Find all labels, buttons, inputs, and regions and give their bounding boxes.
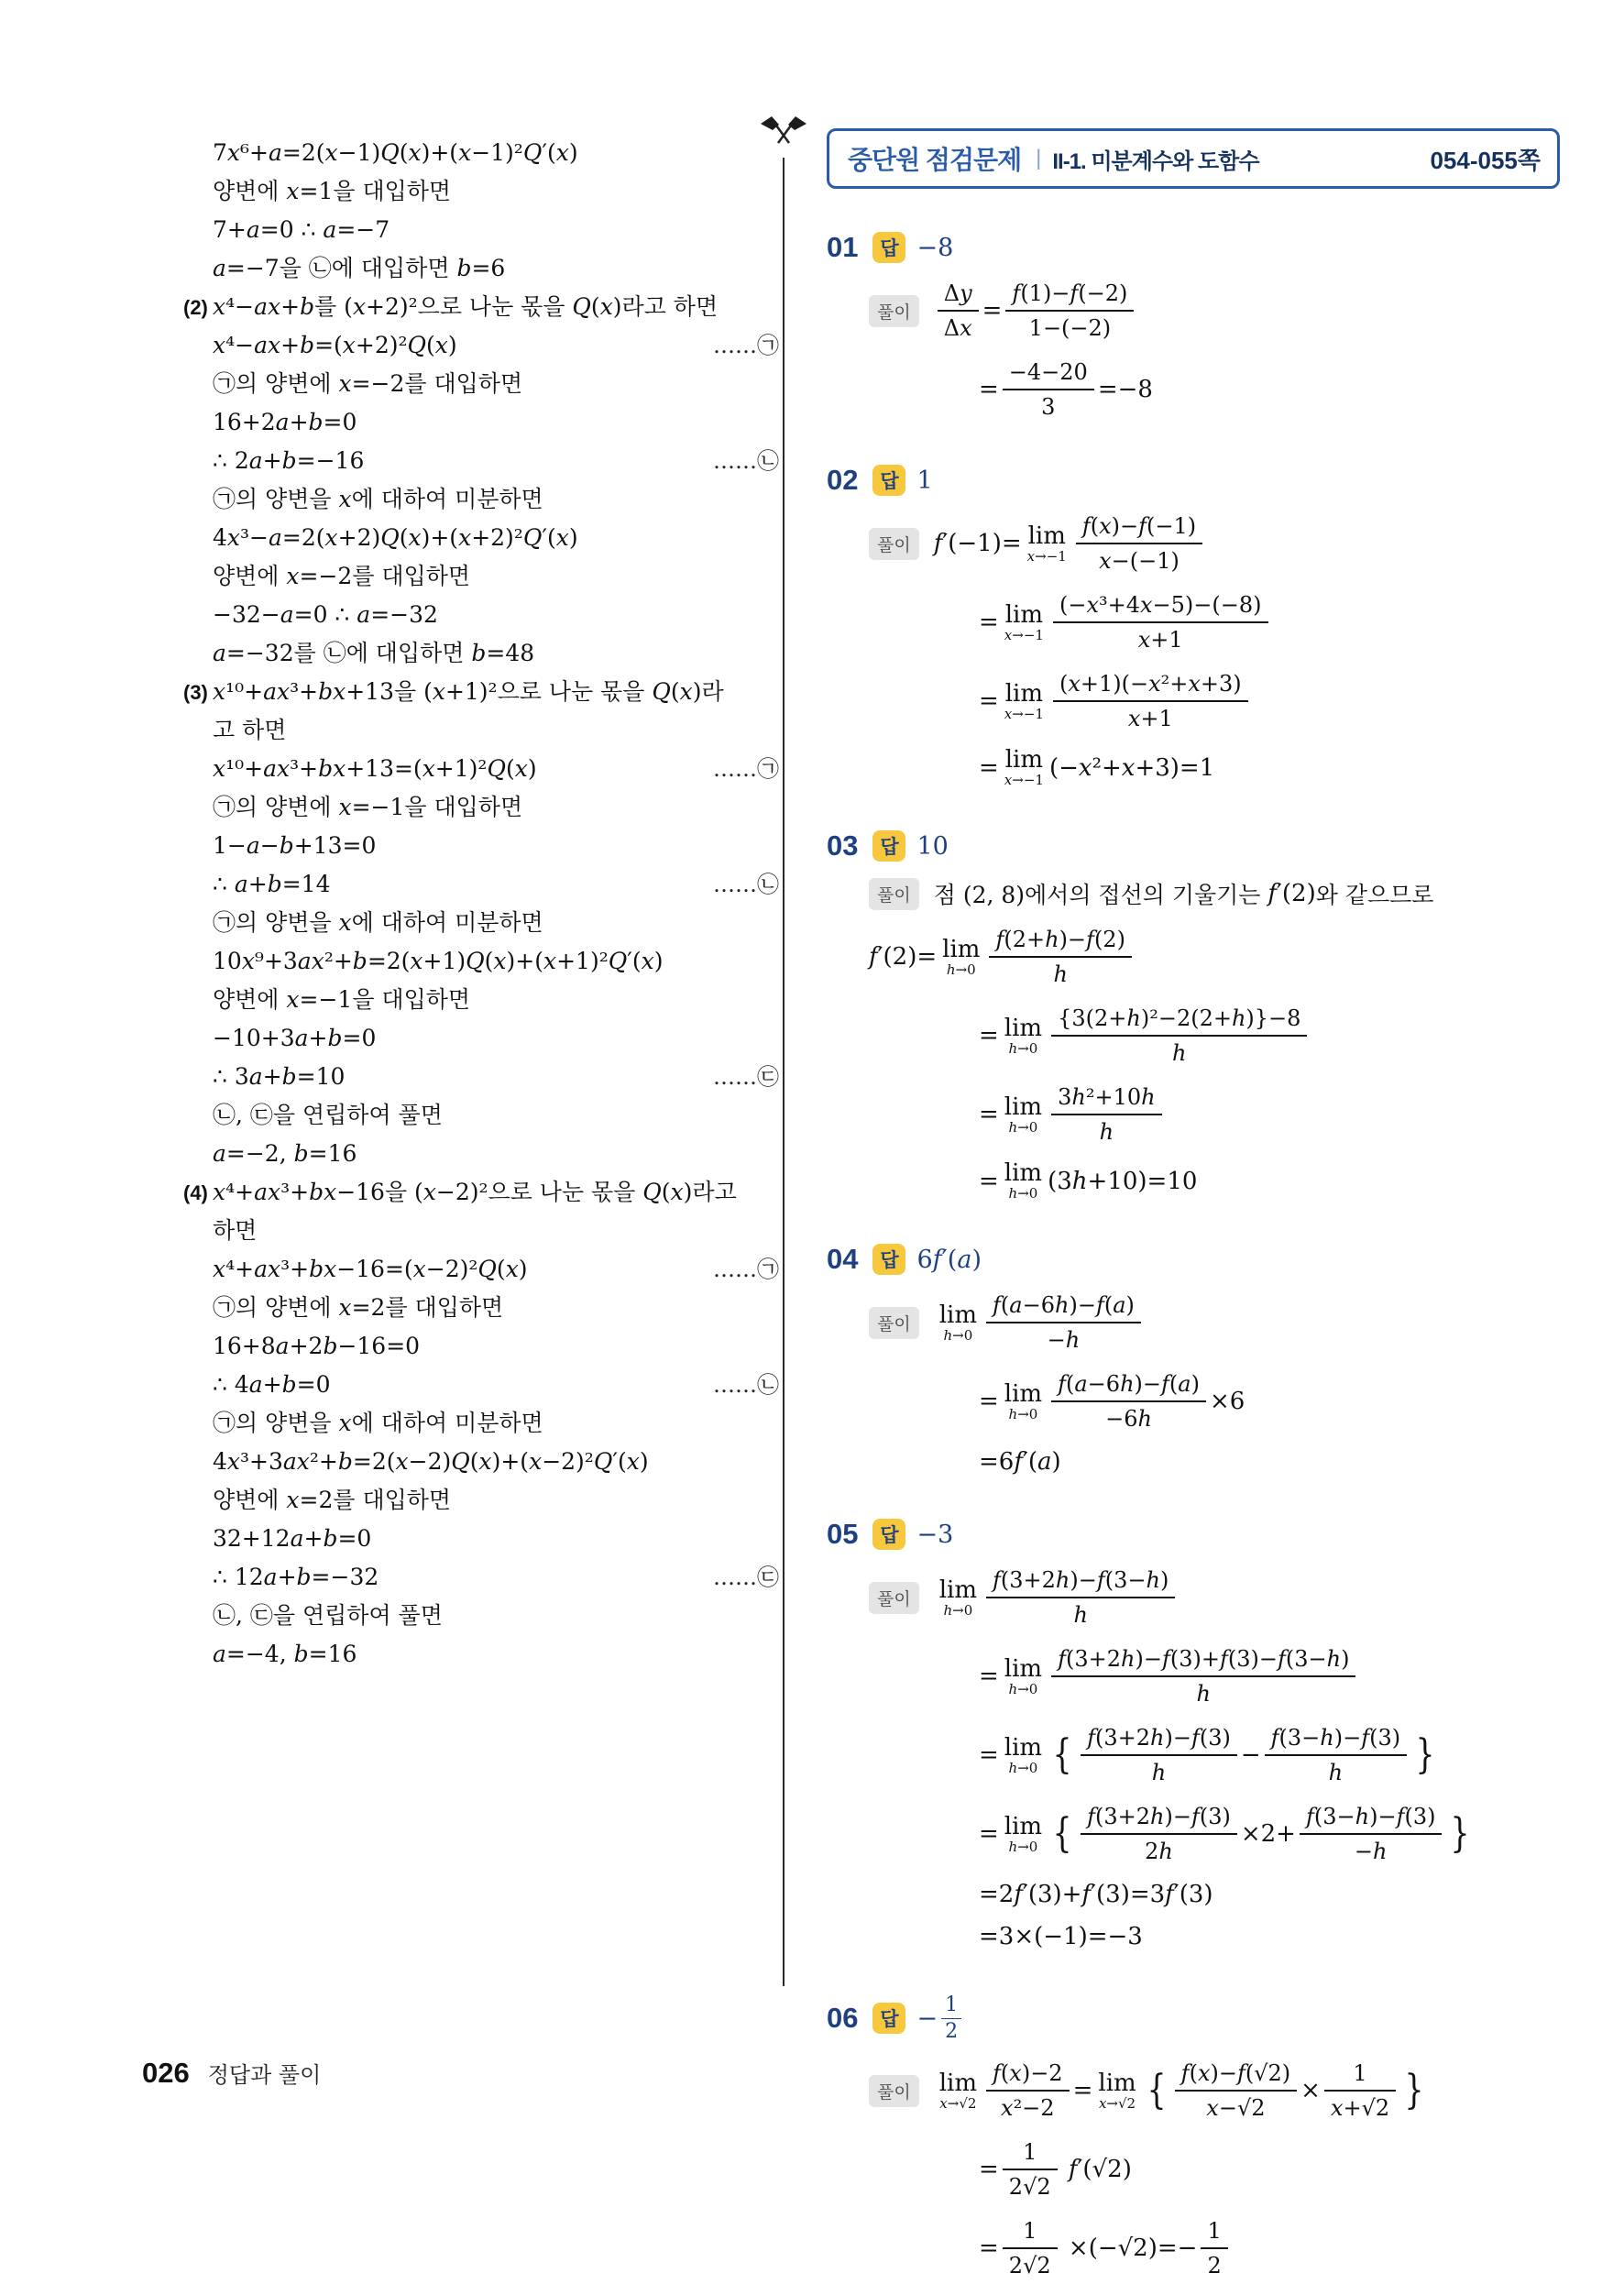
solution-step — [979, 1723, 1560, 1787]
column-divider — [783, 158, 785, 1986]
problem-number: 05 — [827, 1518, 859, 1550]
problem-head — [827, 464, 1560, 497]
line-text: x¹⁰+ax³+bx+13을 (x+1)²으로 나눈 몫을 Q(x)라 — [213, 678, 724, 705]
math-text: =3×(−1)=−3 — [979, 1923, 1143, 1950]
limit-operator: lim h→0 — [1004, 1654, 1043, 1697]
line-text: 32+12a+b=0 — [213, 1525, 372, 1552]
fraction: $\frac{f(1)-f(-2)}{1-(-2)}$ — [1005, 279, 1134, 343]
math-text: = — [982, 297, 1003, 324]
footer-label: 정답과 풀이 — [207, 2062, 322, 2088]
problem-number: 03 — [827, 829, 859, 862]
math-text: = — [979, 1101, 999, 1128]
math-text: = — [979, 1820, 999, 1848]
solution-line — [183, 1597, 779, 1635]
solution-step — [869, 1290, 1560, 1355]
limit-operator: lim h→0 — [1004, 1379, 1043, 1422]
math-text: = — [979, 1741, 999, 1769]
solution-step — [869, 925, 1560, 989]
problem — [827, 1518, 1560, 1950]
fraction: $\frac{f(2+h)-f(2)}{h}$ — [989, 925, 1131, 989]
section-header — [827, 128, 1560, 189]
fraction: $\frac{1}{2}$ — [941, 1993, 961, 2044]
math-text: f′(2) — [1267, 880, 1316, 907]
answer-value — [916, 234, 953, 262]
fraction: $\frac{f(x)-f(-1)}{x-(-1)}$ — [1076, 511, 1202, 576]
solution-line — [183, 403, 779, 442]
line-text: ㉠의 양변에 x=2를 대입하면 — [213, 1294, 504, 1321]
line-text: ∴ 2a+b=−16 — [213, 447, 365, 474]
limit-operator: lim h→0 — [938, 1576, 978, 1619]
math-text: f′(√2) — [1068, 2156, 1132, 2183]
equation-reference-marker: ……㉢ — [713, 1565, 779, 1590]
solution-line — [183, 711, 779, 750]
solution-line — [183, 365, 779, 403]
answer-badge: 답 — [872, 830, 905, 862]
line-text: ㉠의 양변에 x=−1을 대입하면 — [213, 794, 523, 820]
limit-operator: lim x→−1 — [1004, 746, 1044, 788]
answer-badge: 답 — [872, 232, 905, 263]
problem-number: 01 — [827, 231, 859, 263]
fraction: $\frac{f(3+2h)-f(3)}{2h}$ — [1081, 1802, 1237, 1866]
answer-value — [916, 1246, 982, 1274]
solution-step — [979, 1802, 1560, 1866]
solution-step — [979, 748, 1560, 787]
line-text: ㉠의 양변을 x에 대하여 미분하면 — [213, 909, 543, 936]
solution — [869, 279, 1560, 422]
math-text: (−x²+x+3)=1 — [1048, 753, 1215, 782]
solution-badge: 풀이 — [869, 1582, 919, 1614]
solution-line — [183, 442, 779, 480]
section-separator: | — [1036, 146, 1042, 170]
big-brace: { — [1052, 1810, 1072, 1857]
line-text: ㉠의 양변에 x=−2를 대입하면 — [213, 370, 523, 397]
solution-line — [183, 172, 779, 211]
solution-step — [869, 511, 1560, 576]
solution-line — [183, 1019, 779, 1058]
math-text: f′(2)= — [869, 943, 938, 971]
line-text: ∴ 4a+b=0 — [213, 1371, 331, 1398]
line-text: ∴ 12a+b=−32 — [213, 1564, 379, 1590]
answer-value — [916, 1521, 953, 1549]
solution-line — [183, 865, 779, 904]
line-text: 10x⁹+3ax²+b=2(x+1)Q(x)+(x+1)²Q′(x) — [213, 948, 664, 974]
line-text: a=−32를 ㉡에 대입하면 b=48 — [213, 640, 535, 666]
limit-operator: lim x→√2 — [1098, 2069, 1136, 2112]
equation-reference-marker: ……㉢ — [713, 1064, 779, 1090]
limit-operator: lim x→−1 — [1026, 522, 1067, 565]
big-brace: { — [1052, 1731, 1072, 1778]
fraction: $\frac{f(3-h)-f(3)}{-h}$ — [1300, 1802, 1442, 1866]
equation-reference-marker: ……㉡ — [713, 448, 779, 474]
problem-list — [827, 231, 1560, 2280]
solution-step — [979, 2216, 1560, 2280]
math-text: = — [979, 753, 999, 782]
problem — [827, 1243, 1560, 1476]
line-text: ∴ a+b=14 — [213, 871, 331, 897]
limit-operator: lim h→0 — [1004, 1159, 1043, 1202]
solution-line — [183, 1366, 779, 1404]
solution-line — [183, 1096, 779, 1135]
math-text: = — [979, 2156, 999, 2183]
problem-head — [827, 829, 1560, 862]
problem-head — [827, 1993, 1560, 2044]
math-text: ×2+ — [1240, 1820, 1296, 1848]
line-text: 양변에 x=−1을 대입하면 — [213, 986, 471, 1013]
fraction: $\frac{f(3+2h)-f(3)+f(3)-f(3-h)}{h}$ — [1051, 1644, 1355, 1708]
math-text: −3 — [916, 1520, 954, 1549]
math-text: × — [1300, 2077, 1321, 2104]
line-text: 양변에 x=1을 대입하면 — [213, 178, 452, 204]
math-text: 1 — [916, 466, 933, 495]
solution-line — [183, 750, 779, 788]
fraction: $\frac{f(3+2h)-f(3)}{h}$ — [1081, 1723, 1237, 1787]
solution-step — [979, 1161, 1560, 1201]
fraction: $\frac{\text{3h²+10h}}{h}$ — [1051, 1082, 1162, 1147]
problem — [827, 1993, 1560, 2280]
korean-text: 와 같으므로 — [1315, 882, 1434, 908]
fraction: $\frac{1}{2√2}$ — [1003, 2137, 1058, 2202]
limit-operator: lim x→−1 — [1004, 679, 1044, 722]
big-brace: { — [1147, 2067, 1167, 2114]
section-subtitle: II-1. 미분계수와 도함수 — [1052, 148, 1259, 174]
solution-line — [183, 1212, 779, 1250]
math-text: f′(−1)= — [933, 530, 1022, 557]
item-label: (4) — [183, 1181, 208, 1204]
fraction: $\frac{f(a-6h)-f(a)}{-h}$ — [986, 1290, 1141, 1355]
solution-step — [979, 1881, 1560, 1908]
line-text: ㉡, ㉢을 연립하여 풀면 — [213, 1102, 443, 1128]
line-text: ㉠의 양변을 x에 대하여 미분하면 — [213, 486, 543, 512]
line-text: −32−a=0 ∴ a=−32 — [213, 601, 438, 628]
solution-line — [183, 1635, 779, 1674]
fraction: $\frac{f(3-h)-f(3)}{h}$ — [1265, 1723, 1407, 1787]
solution-step — [869, 279, 1560, 343]
line-text: ㉠의 양변을 x에 대하여 미분하면 — [213, 1410, 543, 1436]
solution-line — [183, 673, 779, 711]
math-text: −8 — [916, 233, 954, 262]
solution — [869, 511, 1560, 787]
fraction: $\frac{f(x)-f(√2)}{x-√2}$ — [1175, 2059, 1297, 2123]
solution-step — [979, 2137, 1560, 2202]
left-solutions-column — [183, 134, 779, 1674]
line-text: ∴ 3a+b=10 — [213, 1063, 346, 1090]
solution-step — [979, 1448, 1560, 1476]
solution-line — [183, 1289, 779, 1327]
fraction: $\frac{f(x)-2}{\text{x²−2}}$ — [986, 2059, 1070, 2123]
math-text: =6f′(a) — [979, 1448, 1061, 1476]
line-text: ㉡, ㉢을 연립하여 풀면 — [213, 1602, 443, 1629]
problem-head — [827, 1243, 1560, 1276]
math-text: = — [1072, 2077, 1093, 2104]
fraction: $\frac{\text{(x+1)(−x²+x+3)}}{x+1}$ — [1053, 669, 1248, 733]
solution-step — [979, 357, 1560, 422]
section-page-range: 054-055쪽 — [1430, 146, 1541, 174]
line-text: 고 하면 — [213, 717, 287, 743]
solution — [869, 1565, 1560, 1950]
solution-step — [979, 1004, 1560, 1068]
solution-line — [183, 1058, 779, 1096]
math-text: =−8 — [1097, 376, 1153, 403]
solution-step — [979, 669, 1560, 733]
problem-number: 06 — [827, 2002, 859, 2034]
line-text: 16+2a+b=0 — [213, 409, 357, 435]
problem-head — [827, 231, 1560, 264]
item-label: (2) — [183, 296, 208, 319]
solution-badge: 풀이 — [869, 295, 919, 327]
fraction: $\frac{f(3+2h)-f(3-h)}{h}$ — [986, 1565, 1175, 1630]
solution-line — [183, 904, 779, 942]
solution-step — [979, 1923, 1560, 1950]
solution-line — [183, 596, 779, 634]
math-text: 10 — [916, 831, 949, 861]
math-text: = — [979, 376, 999, 403]
solution-line — [183, 981, 779, 1019]
limit-operator: lim h→0 — [1004, 1014, 1043, 1057]
fraction: $\frac{f(a-6h)-f(a)}{-6h}$ — [1051, 1369, 1206, 1433]
solution-line — [183, 1135, 779, 1173]
solution-line — [183, 1404, 779, 1443]
line-text: a=−2, b=16 — [213, 1140, 357, 1167]
answer-badge: 답 — [872, 465, 905, 496]
limit-operator: lim x→√2 — [938, 2069, 978, 2112]
math-text: ×(−√2)=− — [1060, 2235, 1198, 2262]
fraction: $\frac{1}{2√2}$ — [1003, 2216, 1058, 2280]
line-text: x⁴+ax³+bx−16=(x−2)²Q(x) — [213, 1256, 528, 1282]
solution-line — [183, 1250, 779, 1289]
line-text: 양변에 x=−2를 대입하면 — [213, 563, 471, 589]
solution-line — [183, 211, 779, 249]
math-text: = — [979, 1167, 999, 1195]
solution-badge: 풀이 — [869, 1307, 919, 1339]
solution-line — [183, 557, 779, 596]
problem-head — [827, 1518, 1560, 1551]
limit-operator: lim h→0 — [938, 1301, 978, 1344]
fraction: $\frac{1}{2}$ — [1201, 2216, 1227, 2280]
solution-line — [183, 1558, 779, 1597]
solution-step — [979, 590, 1560, 654]
equation-reference-marker: ……㉠ — [713, 333, 779, 358]
math-text: = — [979, 687, 999, 715]
solution-line — [183, 1173, 779, 1212]
equation-reference-marker: ……㉠ — [713, 1257, 779, 1282]
section-title: 중단원 점검문제 — [848, 146, 1022, 174]
limit-operator: lim h→0 — [1004, 1093, 1043, 1136]
problem-number: 04 — [827, 1243, 859, 1275]
limit-operator: lim h→0 — [942, 935, 981, 978]
line-text: 4x³+3ax²+b=2(x−2)Q(x)+(x−2)²Q′(x) — [213, 1448, 649, 1475]
equation-reference-marker: ……㉠ — [713, 756, 779, 782]
math-text: (3h+10)=10 — [1048, 1167, 1198, 1195]
problem — [827, 231, 1560, 422]
math-text: =2f′(3)+f′(3)=3f′(3) — [979, 1881, 1213, 1908]
solution-line — [183, 249, 779, 288]
math-text: = — [979, 1663, 999, 1690]
problem — [827, 464, 1560, 787]
limit-operator: lim x→−1 — [1004, 600, 1044, 643]
line-text: x¹⁰+ax³+bx+13=(x+1)²Q(x) — [213, 755, 537, 782]
equation-reference-marker: ……㉡ — [713, 872, 779, 897]
solution — [869, 2059, 1560, 2280]
math-text: = — [979, 2235, 999, 2262]
answer-value — [916, 832, 948, 861]
line-text: a=−7을 ㉡에 대입하면 b=6 — [213, 255, 506, 281]
right-answers-column — [827, 128, 1560, 2295]
line-text: x⁴−ax+b를 (x+2)²으로 나눈 몫을 Q(x)라고 하면 — [213, 293, 719, 320]
limit-operator: lim h→0 — [1004, 1733, 1043, 1776]
line-text: 양변에 x=2를 대입하면 — [213, 1487, 452, 1513]
fraction: $\frac{\Delta y}{\Delta x}$ — [938, 279, 979, 343]
answer-badge: 답 — [872, 1244, 905, 1275]
solution-badge: 풀이 — [869, 878, 919, 910]
math-text: = — [979, 609, 999, 636]
line-text: a=−4, b=16 — [213, 1641, 357, 1667]
page-footer — [142, 2057, 321, 2090]
line-text: x⁴+ax³+bx−16을 (x−2)²으로 나눈 몫을 Q(x)라고 — [213, 1179, 737, 1205]
limit-operator: lim h→0 — [1004, 1812, 1043, 1855]
solution-step — [869, 1565, 1560, 1630]
math-text: − — [916, 2004, 938, 2033]
solution-line — [183, 134, 779, 172]
solution-line — [183, 480, 779, 519]
fraction: $\frac{1}{x+√2}$ — [1324, 2059, 1396, 2123]
math-text: 6f′(a) — [916, 1245, 982, 1274]
line-text: −10+3a+b=0 — [213, 1025, 377, 1051]
solution-line — [183, 1443, 779, 1481]
solution-badge: 풀이 — [869, 528, 919, 560]
fraction: $\frac{\text{(−x³+4x−5)−(−8)}}{x+1}$ — [1053, 590, 1268, 654]
solution-line — [183, 788, 779, 827]
big-brace: } — [1415, 1731, 1435, 1778]
problem — [827, 829, 1560, 1201]
answer-badge: 답 — [872, 1519, 905, 1550]
line-text: 7+a=0 ∴ a=−7 — [213, 216, 390, 243]
fraction: $\frac{\text{\{3(2+h)²−2(2+h)\}−8}}{h}$ — [1051, 1004, 1307, 1068]
problem-number: 02 — [827, 464, 859, 496]
answer-value — [916, 1993, 965, 2044]
korean-text: 점 (2, 8)에서의 접선의 기울기는 — [933, 882, 1268, 908]
solution-line — [183, 326, 779, 365]
math-text: ×6 — [1209, 1388, 1245, 1415]
big-brace: } — [1450, 1810, 1470, 1857]
solution-line — [183, 827, 779, 865]
math-text: = — [979, 1388, 999, 1415]
solution-step — [869, 877, 1560, 910]
solution-badge: 풀이 — [869, 2075, 919, 2107]
solution-step — [869, 2059, 1560, 2123]
line-text: 7x⁶+a=2(x−1)Q(x)+(x−1)²Q′(x) — [213, 139, 578, 166]
line-text: 하면 — [213, 1217, 258, 1244]
math-text: = — [979, 1022, 999, 1049]
answer-value — [916, 467, 932, 495]
solution-step — [979, 1644, 1560, 1708]
solution-line — [183, 1520, 779, 1558]
solution-step — [979, 1369, 1560, 1433]
solution-line — [183, 1481, 779, 1520]
solution-line — [183, 634, 779, 673]
crossed-flags-ornament — [759, 112, 808, 163]
line-text: 4x³−a=2(x+2)Q(x)+(x+2)²Q′(x) — [213, 524, 578, 551]
solution-line — [183, 288, 779, 326]
answer-badge: 답 — [872, 2003, 905, 2034]
solution — [869, 877, 1560, 1201]
math-text: − — [1240, 1741, 1261, 1769]
equation-reference-marker: ……㉡ — [713, 1372, 779, 1398]
solution-line — [183, 1327, 779, 1366]
solution-line — [183, 942, 779, 981]
line-text: 16+8a+2b−16=0 — [213, 1333, 421, 1359]
solution — [869, 1290, 1560, 1476]
solution-step — [979, 1082, 1560, 1147]
line-text: x⁴−ax+b=(x+2)²Q(x) — [213, 332, 457, 358]
solution-line — [183, 519, 779, 557]
line-text: 1−a−b+13=0 — [213, 832, 377, 859]
fraction: $\frac{-4-20}{3}$ — [1003, 357, 1094, 422]
big-brace: } — [1404, 2067, 1424, 2114]
footer-page-number: 026 — [142, 2057, 190, 2089]
item-label: (3) — [183, 681, 208, 704]
